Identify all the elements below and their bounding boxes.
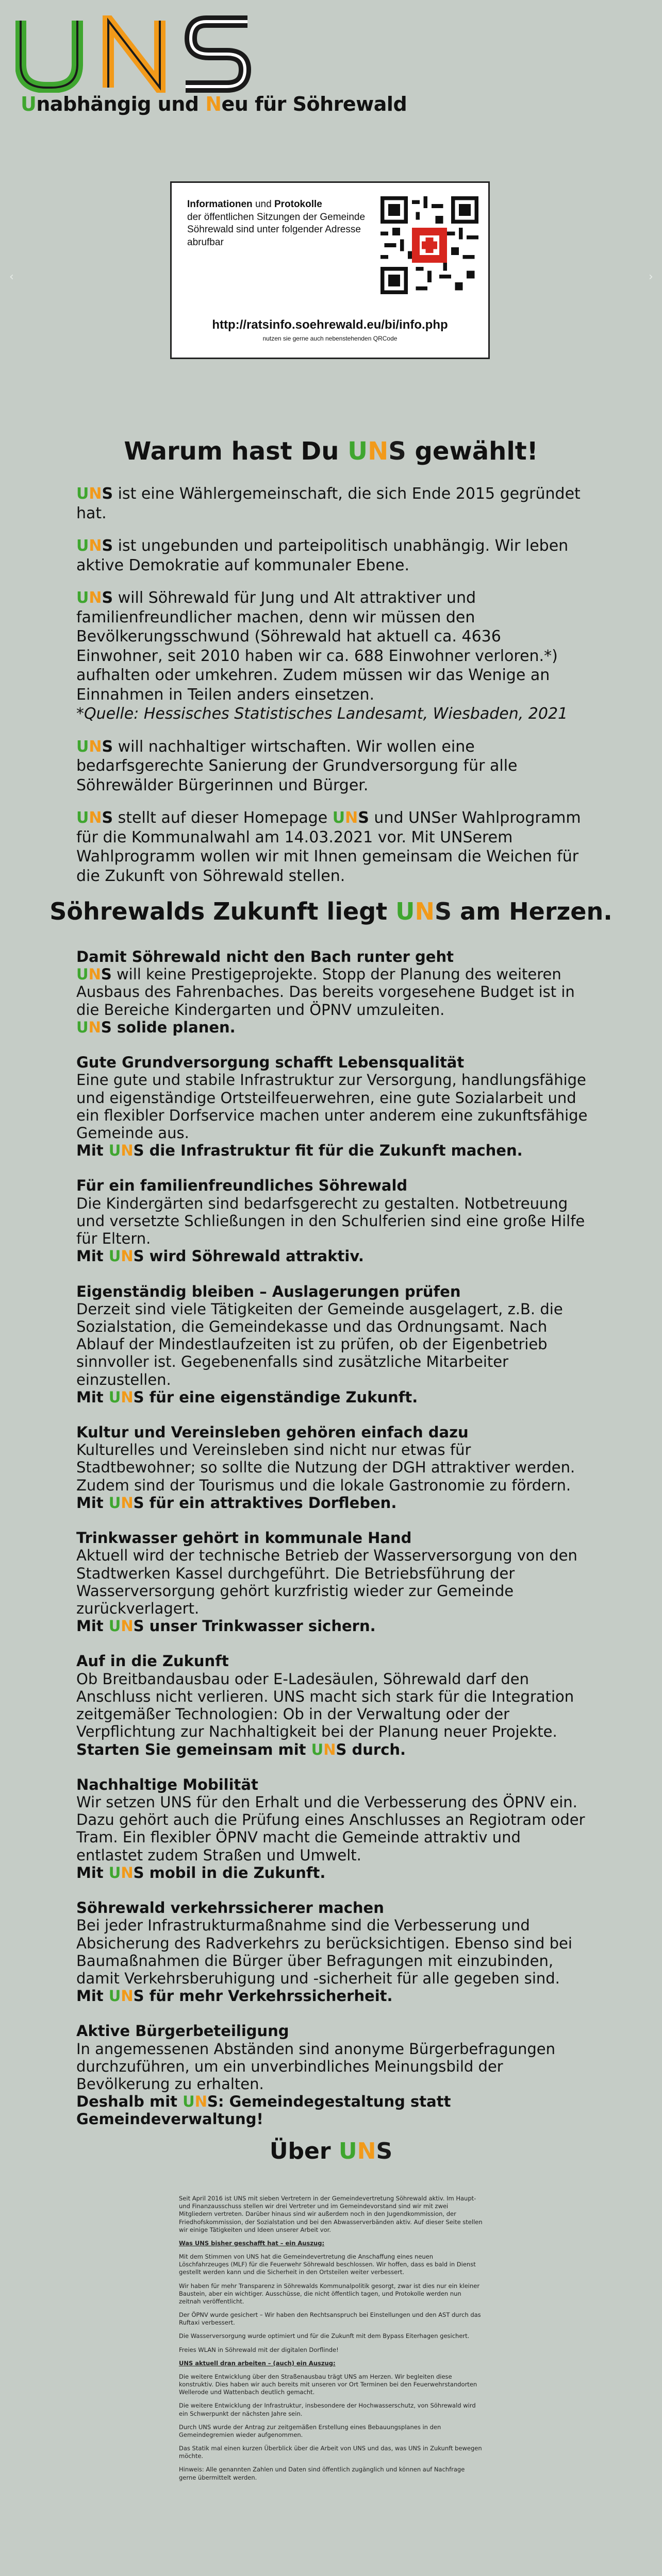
why-heading: Warum hast Du UNS gewählt! bbox=[124, 437, 538, 466]
goal-body: Bei jeder Infrastrukturmaßnahme sind die Verbesserung und Absicherung des Radverkehrs zu berücksichtigen. Ebenso sind bei Baumaßnahmen die Bürger über Befragungen mit einzubinden, damit Verkehrsberuhigung und -sicherheit für alle gegeben sind. bbox=[76, 1917, 572, 1987]
about-paragraph: Die weitere Entwicklung über den Straßenausbau trägt UNS am Herzen. Wir begleiten diese konstruktiv. Dies haben wir auch bereits mit unseren vor Ort Terminen bei den Feuerwehrstandorten Wellerode und Wattenbach deutlich gemacht. bbox=[179, 2372, 477, 2396]
goal-outro: Mit UNS unser Trinkwasser sichern. bbox=[76, 1617, 376, 1635]
qr-hint: nutzen sie gerne auch nebenstehenden QRCode bbox=[262, 335, 398, 342]
goal-item bbox=[76, 1776, 592, 1882]
goal-body: Derzeit sind viele Tätigkeiten der Gemeinde ausgelagert, z.B. die Sozialstation, die Gemeindekasse und das Ordnungsamt. Nach Ablauf der Mindestlaufzeiten ist zu prüfen, ob der Eigenbetrieb sinnvoller ist. Gegebenenfalls sind zusätzliche Mitarbeiter einzustellen. bbox=[76, 1300, 563, 1388]
about-paragraph: Die weitere Entwicklung der Infrastruktur, insbesondere der Hochwasserschutz, von Söhrewald wird ein Schwerpunkt der nächsten Jahre sein. bbox=[179, 2402, 476, 2417]
goal-outro: Mit UNS die Infrastruktur fit für die Zukunft machen. bbox=[76, 1142, 523, 1160]
goal-item bbox=[76, 1529, 592, 1635]
goal-outro: Starten Sie gemeinsam mit UNS durch. bbox=[76, 1740, 406, 1758]
goal-item bbox=[76, 1054, 592, 1159]
goal-title: Trinkwasser gehört in kommunale Hand bbox=[76, 1529, 412, 1547]
goal-title: Söhrewald verkehrssicherer machen bbox=[76, 1899, 384, 1917]
about-paragraph: Wir haben für mehr Transparenz in Söhrewalds Kommunalpolitik gesorgt, zwar ist dies nur ein kleiner Baustein, aber ein wichtiger. Ausschüsse, die nicht öffentlich tagen, und Protokolle werden nun zeitnah veröffentlicht. bbox=[179, 2282, 480, 2305]
carousel-prev-icon[interactable]: ‹ bbox=[9, 270, 14, 283]
site-header bbox=[0, 0, 662, 155]
goal-body: UNS will keine Prestigeprojekte. Stopp der Planung des weiteren Ausbaus des Fahrenbaches. Das bereits vorgesehene Budget ist in die Bereiche Kindergarten und ÖPNV umzuleiten. bbox=[76, 965, 575, 1019]
goal-body: Die Kindergärten sind bedarfsgerecht zu gestalten. Notbetreuung und versetzte Schließungen in den Schulferien sind eine große Hilfe für Eltern. bbox=[76, 1194, 585, 1248]
ratsinfo-banner[interactable] bbox=[170, 181, 490, 359]
about-heading: Über UNS bbox=[269, 2138, 393, 2164]
info-text: Informationen und Protokolle der öffentlichen Sitzungen der Gemeinde Söhrewald sind unter folgender Adresse abrufbar bbox=[187, 199, 366, 248]
goal-title: Nachhaltige Mobilität bbox=[76, 1775, 258, 1793]
goal-outro: Mit UNS wird Söhrewald attraktiv. bbox=[76, 1247, 364, 1265]
about-paragraph: Freies WLAN in Söhrewald mit der digitalen Dorflinde! bbox=[179, 2346, 339, 2353]
why-paragraph: UNS ist eine Wählergemeinschaft, die sich Ende 2015 gegründet hat. bbox=[76, 485, 581, 522]
goal-outro: Mit UNS für eine eigenständige Zukunft. bbox=[76, 1388, 418, 1406]
goal-outro: Deshalb mit UNS: Gemeindegestaltung statt Gemeindeverwaltung! bbox=[76, 2093, 451, 2128]
about-paragraph: Das Statik mal einen kurzen Überblick über die Arbeit von UNS und das, was UNS in Zukunft bewegen möchte. bbox=[179, 2445, 482, 2460]
goal-title: Damit Söhrewald nicht den Bach runter geht bbox=[76, 948, 454, 965]
goal-body: Kulturelles und Vereinsleben sind nicht nur etwas für Stadtbewohner; so sollte die Nutzung der DGH attraktiver werden. Zudem sind der Tourismus und die lokale Gastronomie zu fördern. bbox=[76, 1441, 575, 1494]
goal-outro: Mit UNS mobil in die Zukunft. bbox=[76, 1863, 326, 1882]
about-paragraph: Hinweis: Alle genannten Zahlen und Daten sind öffentlich zugänglich und können auf Nachfrage gerne übermittelt werden. bbox=[179, 2466, 465, 2481]
goal-body: Wir setzen UNS für den Erhalt und die Verbesserung des ÖPNV ein. Dazu gehört auch die Prüfung eines Anschlusses an Regiotram oder Tram. Ein flexibler ÖPNV macht die Gemeinde attraktiv und entlastet zudem Straßen und Umwelt. bbox=[76, 1793, 585, 1864]
goal-item bbox=[76, 1283, 592, 1406]
about-body bbox=[179, 2195, 483, 2487]
goal-body: Ob Breitbandausbau oder E-Ladesäulen, Söhrewald darf den Anschluss nicht verlieren. UNS macht sich stark für die Integration zeitgemäßer Technologien: Ob in der Verwaltung oder der Verpflichtung zur Nachhaltigkeit bei der Planung neuer Projekte. bbox=[76, 1670, 574, 1741]
goal-title: Für ein familienfreundliches Söhrewald bbox=[76, 1177, 408, 1195]
why-paragraph: UNS ist ungebunden und parteipolitisch unabhängig. Wir leben aktive Demokratie auf kommunaler Ebene. bbox=[76, 537, 569, 574]
goal-title: Auf in die Zukunft bbox=[76, 1652, 229, 1670]
future-heading: Söhrewalds Zukunft liegt UNS am Herzen. bbox=[49, 897, 613, 925]
goal-body: Eine gute und stabile Infrastruktur zur Versorgung, handlungsfähige und eigenständige Ortsteilfeuerwehren, eine gute Sozialarbeit und ein flexibler Dorfservice machen unter anderem eine zukunftsfähige Gemeinde aus. bbox=[76, 1071, 588, 1142]
carousel-next-icon[interactable]: › bbox=[649, 270, 653, 283]
goals-list bbox=[76, 948, 592, 2146]
ratsinfo-link[interactable]: http://ratsinfo.soehrewald.eu/bi/info.php bbox=[212, 318, 448, 332]
about-paragraph: UNS aktuell dran arbeiten – (auch) ein Auszug: bbox=[179, 2359, 336, 2367]
goal-outro: UNS solide planen. bbox=[76, 1018, 236, 1036]
goal-item bbox=[76, 1899, 592, 2005]
goal-item bbox=[76, 1177, 592, 1265]
goal-title: Gute Grundversorgung schafft Lebensqualität bbox=[76, 1054, 465, 1072]
about-paragraph: Durch UNS wurde der Antrag zur zeitgemäßen Erstellung eines Bebauungsplanes in den Gemeindegremien wieder aufgenommen. bbox=[179, 2423, 441, 2438]
goal-item bbox=[76, 2022, 592, 2128]
why-paragraph: UNS will nachhaltiger wirtschaften. Wir wollen eine bedarfsgerechte Sanierung der Grundversorgung für alle Söhrewälder Bürgerinnen und Bürger. bbox=[76, 737, 518, 794]
about-paragraph: Der ÖPNV wurde gesichert – Wir haben den Rechtsanspruch bei Einstellungen und den AST durch das Ruftaxi verbessert. bbox=[179, 2311, 481, 2327]
why-paragraph: UNS will Söhrewald für Jung und Alt attraktiver und familienfreundlicher machen, denn wir müssen den Bevölkerungsschwund (Söhrewald hat aktuell ca. 4636 Einwohner, seit 2010 haben wir ca. 688 Einwohner verloren.*) aufhalten oder umkehren. Zudem müssen wir das Wenige an Einnahmen in Teilen anders einsetzen. *Quelle: Hessisches Statistisches Landesamt, Wiesbaden, 2021 bbox=[76, 589, 568, 723]
goal-item bbox=[76, 948, 592, 1036]
about-paragraph: Seit April 2016 ist UNS mit sieben Vertretern in der Gemeindevertretung Söhrewald aktiv. Im Haupt- und Finanzausschuss stellen wir drei Vertreter und im Gemeindevorstand sind wir mit zwei Mitgliedern vertreten. Darüber hinaus sind wir außerdem noch in den Jugendkommission, der Friedhofskommission, der Sozialstation und bei den Abwasserverbänden aktiv. Auf dieser Seite stellen wir einige Tätigkeiten und Ideen unserer Arbeit vor. bbox=[179, 2195, 483, 2233]
why-text bbox=[76, 484, 592, 899]
goal-outro: Mit UNS für ein attraktives Dorfleben. bbox=[76, 1494, 397, 1512]
uns-logo[interactable] bbox=[15, 15, 258, 93]
goal-title: Eigenständig bleiben – Auslagerungen prüfen bbox=[76, 1282, 461, 1300]
about-paragraph: Die Wasserversorgung wurde optimiert und für die Zukunft mit dem Bypass Eiterhagen gesichert. bbox=[179, 2332, 470, 2340]
goal-body: Aktuell wird der technische Betrieb der Wasserversorgung von den Stadtwerken Kassel durchgeführt. Die Betriebsführung der Wasserversorgung gehört kurzfristig wieder zur Gemeinde zurückverlagert. bbox=[76, 1547, 577, 1617]
goal-title: Aktive Bürgerbeteiligung bbox=[76, 2022, 289, 2040]
about-paragraph: Mit dem Stimmen von UNS hat die Gemeindevertretung die Anschaffung eines neuen Löschfahrzeuges (MLF) für die Feuerwehr Söhrewald beschlossen. Wir hoffen, dass es bald in Dienst gestellt werden kann und die Sicherheit in den Ortsteilen weiter verbessert. bbox=[179, 2253, 476, 2276]
goal-item bbox=[76, 1423, 592, 1512]
goal-title: Kultur und Vereinsleben gehören einfach dazu bbox=[76, 1423, 469, 1442]
goal-outro: Mit UNS für mehr Verkehrssicherheit. bbox=[76, 1987, 393, 2005]
why-paragraph: UNS stellt auf dieser Homepage UNS und UNSer Wahlprogramm für die Kommunalwahl am 14.03.2021 vor. Mit UNSerem Wahlprogramm wollen wir mit Ihnen gemeinsam die Weichen für die Zukunft von Söhrewald stellen. bbox=[76, 809, 581, 885]
goal-body: In angemessenen Abständen sind anonyme Bürgerbefragungen durchzuführen, um ein unverbindliches Meinungsbild der Bevölkerung zu erhalten. bbox=[76, 2040, 555, 2093]
tagline: Unabhängig und Neu für Söhrewald bbox=[21, 93, 407, 115]
goal-item bbox=[76, 1652, 592, 1758]
qr-code-icon bbox=[380, 196, 478, 294]
about-paragraph: Was UNS bisher geschafft hat – ein Auszug: bbox=[179, 2239, 325, 2247]
